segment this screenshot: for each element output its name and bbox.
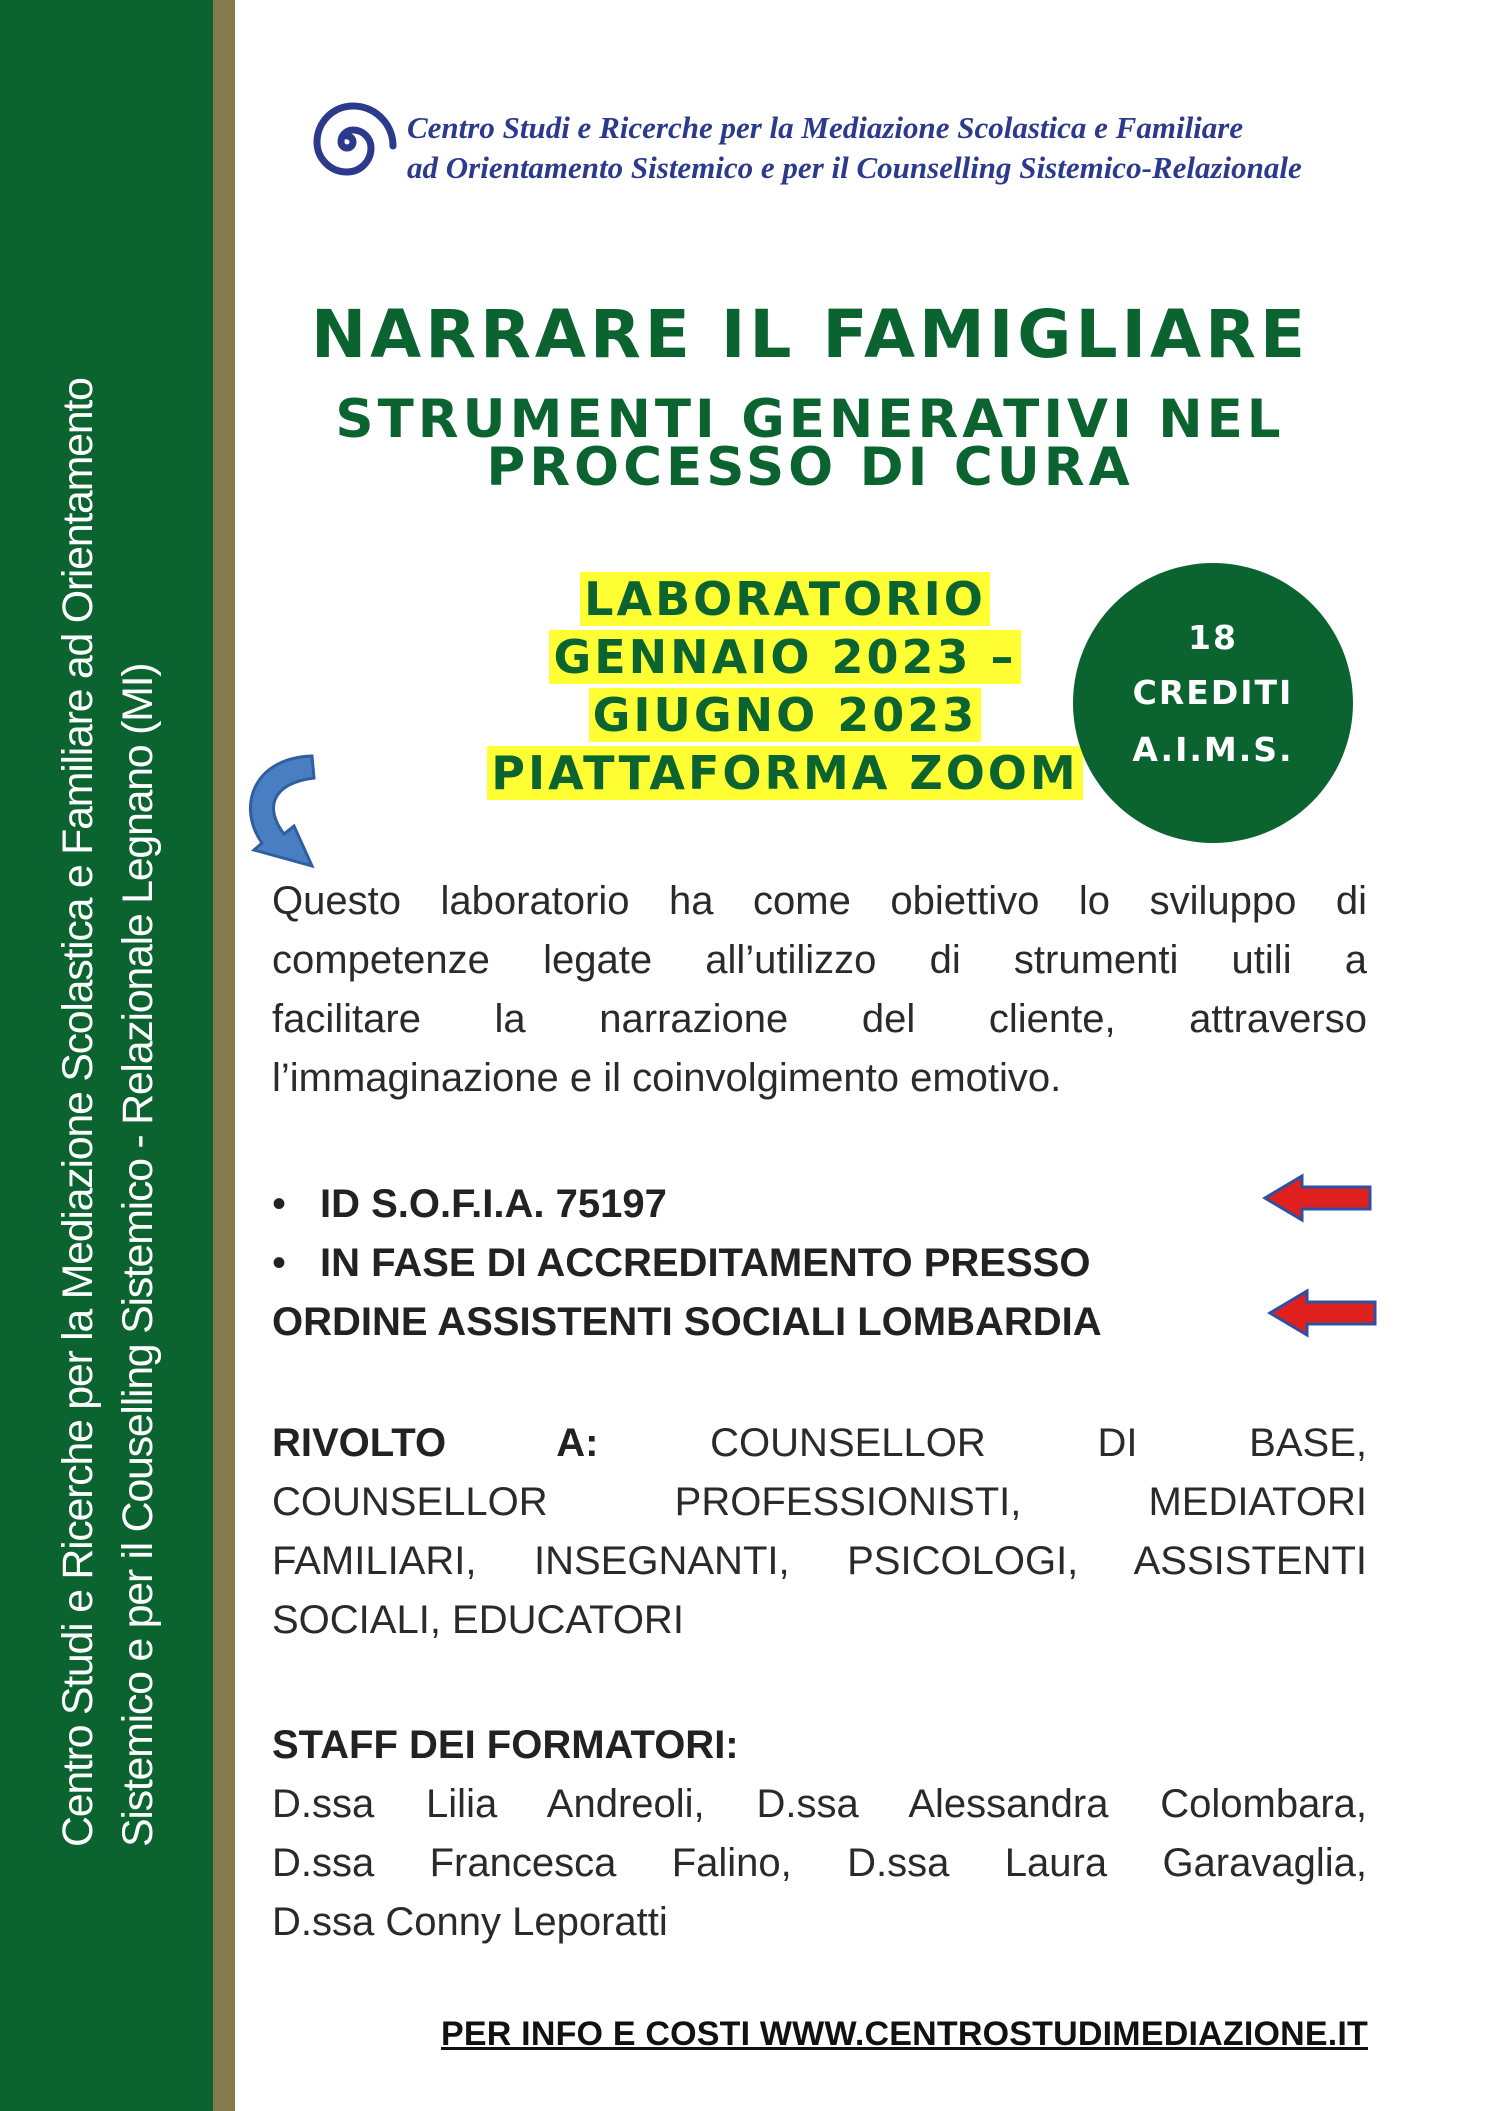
target-line-3: FAMILIARI, INSEGNANTI, PSICOLOGI, ASSISTENTI (272, 1539, 1367, 1583)
target-label: RIVOLTO A: (272, 1421, 599, 1465)
main-title: NARRARE IL FAMIGLIARE (310, 296, 1310, 373)
sidebar-line-1: Centro Studi e Ricerche per la Mediazione Scolastica e Familiare ad Orientamento (54, 378, 102, 1847)
credits-badge (1073, 563, 1353, 843)
credits-org: A.I.M.S. (1132, 730, 1294, 769)
spiral-logo-icon (297, 92, 397, 192)
list-item (272, 1234, 1367, 1293)
bullet-icon: • (272, 1241, 287, 1285)
target-line-1 (272, 1414, 1367, 1473)
header-line-2: ad Orientamento Sistemico e per il Counselling Sistemico-Relazionale (407, 150, 1302, 185)
accreditation-status: IN FASE DI ACCREDITAMENTO PRESSO (320, 1241, 1091, 1285)
staff-section (272, 1716, 1367, 1952)
staff-label: STAFF DEI FORMATORI: (272, 1723, 739, 1767)
sidebar (0, 0, 213, 2111)
lab-line-4: PIATTAFORMA ZOOM (487, 746, 1082, 800)
intro-line-4: l’immaginazione e il coinvolgimento emotivo. (272, 1056, 1062, 1100)
staff-line-1: D.ssa Lilia Andreoli, D.ssa Alessandra Colombara, (272, 1782, 1367, 1826)
curved-arrow-icon (232, 748, 322, 878)
list-item (272, 1175, 1367, 1234)
target-line-4: SOCIALI, EDUCATORI (272, 1598, 684, 1642)
intro-line-2: competenze legate all’utilizzo di strumenti utili a (272, 938, 1367, 982)
lab-line-3: GIUGNO 2023 (589, 688, 982, 742)
bullet-icon: • (272, 1182, 287, 1226)
red-arrow-icon (1262, 1173, 1372, 1223)
credits-label: CREDITI (1132, 673, 1294, 712)
intro-line-1: Questo laboratorio ha come obiettivo lo sviluppo di (272, 879, 1367, 923)
credits-number: 18 (1188, 618, 1238, 657)
accreditation-body: ORDINE ASSISTENTI SOCIALI LOMBARDIA (272, 1300, 1102, 1344)
footer-info-link[interactable]: PER INFO E COSTI WWW.CENTROSTUDIMEDIAZIONE.IT (441, 2015, 1368, 2053)
sidebar-line-2: Sistemico e per il Couselling Sistemico - Relazionale Legnano (MI) (114, 663, 162, 1847)
sidebar-edge-stripe (213, 0, 235, 2111)
subtitle-line-1: STRUMENTI GENERATIVI NEL (335, 389, 1285, 450)
intro-line-3: facilitare la narrazione del cliente, attraverso (272, 997, 1367, 1041)
header-logo (297, 88, 1372, 200)
target-audience (272, 1414, 1367, 1650)
target-line-2: COUNSELLOR PROFESSIONISTI, MEDIATORI (272, 1480, 1367, 1524)
subtitle-line-2: PROCESSO DI CURA (486, 437, 1134, 498)
lab-line-1: LABORATORIO (580, 572, 990, 626)
staff-line-3: D.ssa Conny Leporatti (272, 1900, 668, 1944)
lab-line-2: GENNAIO 2023 – (549, 630, 1020, 684)
staff-line-2: D.ssa Francesca Falino, D.ssa Laura Garavaglia, (272, 1841, 1367, 1885)
target-line-1-text: COUNSELLOR DI BASE, (710, 1421, 1367, 1465)
sidebar-vertical-text (48, 317, 168, 1847)
accreditation-list (272, 1175, 1367, 1352)
subtitle (260, 389, 1360, 498)
header-line-1: Centro Studi e Ricerche per la Mediazione Scolastica e Familiare (407, 110, 1244, 145)
intro-paragraph (272, 872, 1367, 1108)
red-arrow-icon (1267, 1288, 1377, 1338)
lab-info-block (450, 570, 1120, 802)
sofia-id: ID S.O.F.I.A. 75197 (320, 1182, 667, 1226)
